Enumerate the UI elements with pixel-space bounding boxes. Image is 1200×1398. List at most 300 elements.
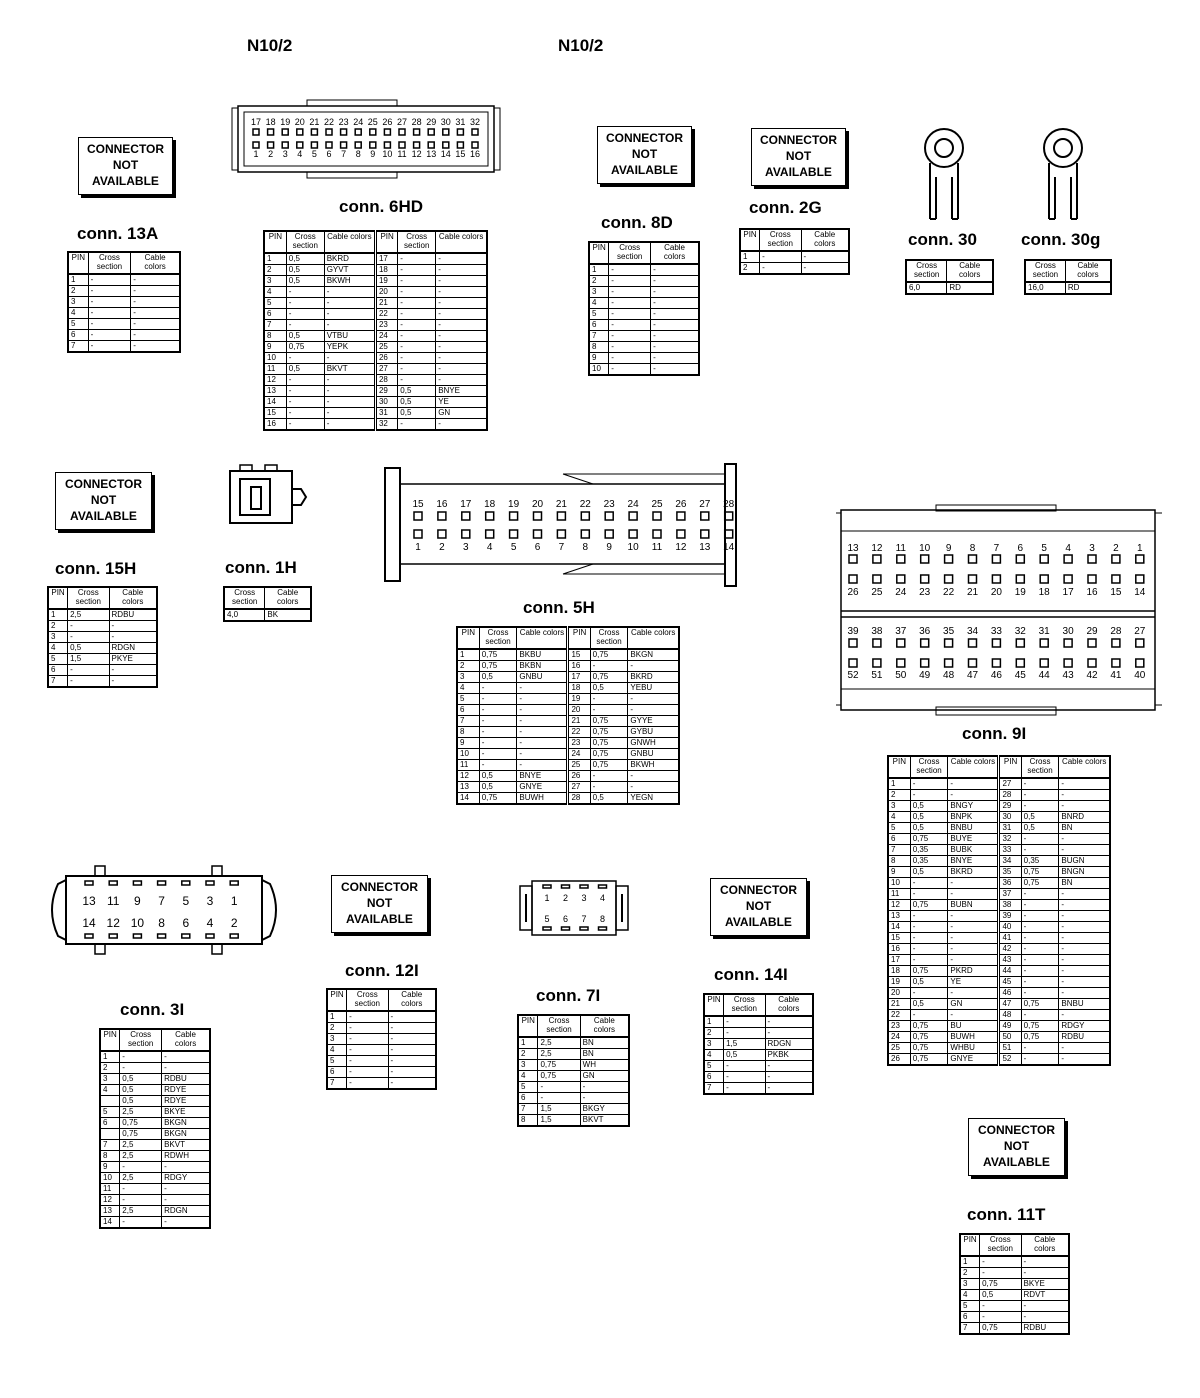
- pin-label: 16: [469, 149, 481, 159]
- pin-label: 6: [534, 542, 541, 553]
- table-cell: 0,5: [68, 643, 109, 654]
- table-cell: -: [910, 922, 948, 933]
- table-cell: -: [724, 1083, 765, 1095]
- table-cell: 1,5: [538, 1115, 580, 1127]
- table-cell: 2: [518, 1049, 538, 1060]
- table-cell: 1: [589, 264, 609, 276]
- table-cell: 4: [48, 643, 68, 654]
- table-cell: -: [388, 1034, 436, 1045]
- table-row: [100, 1051, 210, 1063]
- table-cell: -: [398, 276, 436, 287]
- column-header: Cross section: [88, 252, 131, 274]
- table-cell: -: [724, 1072, 765, 1083]
- table-cell: 0,5: [398, 386, 436, 397]
- table-cell: -: [1059, 1010, 1110, 1021]
- table-cell: -: [1021, 801, 1059, 812]
- table-cell: 2,5: [120, 1107, 162, 1118]
- table-cell: -: [1059, 955, 1110, 966]
- table-cell: 2: [48, 621, 68, 632]
- table-cell: 11: [457, 760, 479, 771]
- table-cell: -: [347, 1045, 388, 1056]
- table-cell: 5: [48, 654, 68, 665]
- table-cell: 8: [264, 331, 286, 342]
- table-cell: -: [436, 375, 487, 386]
- column-header: PIN: [264, 231, 286, 253]
- table-cell: 42: [999, 944, 1021, 955]
- pin-socket: [472, 142, 478, 148]
- pin-socket: [969, 639, 977, 647]
- table-cell: 32: [999, 834, 1021, 845]
- table-cell: 16: [264, 419, 286, 431]
- pin-label: 35: [943, 626, 955, 637]
- table-cell: BNYE: [948, 856, 999, 867]
- pin-label: 52: [847, 670, 859, 681]
- table-row: [589, 342, 699, 353]
- pin-socket: [370, 129, 376, 135]
- table-cell: -: [948, 988, 999, 999]
- pin-socket: [510, 530, 518, 538]
- table-cell: -: [388, 1045, 436, 1056]
- table-row: [264, 253, 487, 265]
- column-header: Cross section: [68, 587, 109, 609]
- table-cell: 3: [327, 1034, 347, 1045]
- table-cell: 0,75: [1021, 878, 1059, 889]
- table-cell: -: [765, 1083, 813, 1095]
- pin-label: 6: [1017, 543, 1024, 554]
- pin-slot: [206, 881, 214, 885]
- table-cell: 25: [888, 1043, 910, 1054]
- table-cell: 0,75: [590, 649, 628, 661]
- column-header: Cross section: [347, 989, 388, 1011]
- pin-label: 29: [426, 117, 437, 127]
- table-cell: 4: [68, 308, 88, 319]
- pin-socket: [945, 639, 953, 647]
- pin-socket: [1016, 555, 1024, 563]
- pin-socket: [414, 129, 420, 135]
- pin-label: 4: [297, 149, 303, 159]
- table-cell: -: [517, 683, 568, 694]
- table-cell: 6: [48, 665, 68, 676]
- table-cell: 10: [589, 364, 609, 376]
- table-cell: -: [1021, 1043, 1059, 1054]
- pin-slot: [230, 934, 238, 938]
- connector-not-available-2g: CONNECTOR NOT AVAILABLE: [751, 128, 846, 186]
- table-cell: 32: [375, 419, 397, 431]
- table-cell: 0,5: [980, 1290, 1021, 1301]
- pin-label: 49: [919, 670, 931, 681]
- table-cell: 0,75: [910, 966, 948, 977]
- table-cell: 16: [568, 661, 590, 672]
- table-cell: 23: [888, 1021, 910, 1032]
- table-cell: 22: [888, 1010, 910, 1021]
- table-cell: -: [162, 1051, 210, 1063]
- pin-label: 1: [544, 893, 550, 903]
- pin-label: 44: [1038, 670, 1050, 681]
- pin-label: 25: [871, 587, 883, 598]
- table-cell: 0,35: [910, 845, 948, 856]
- table-cell: -: [980, 1268, 1021, 1279]
- table-row: [264, 331, 487, 342]
- table-cell: -: [479, 694, 517, 705]
- table-row: [68, 308, 180, 319]
- table-cell: BNRD: [1059, 812, 1110, 823]
- table-cell: -: [1021, 778, 1059, 790]
- pin-label: 8: [969, 543, 976, 554]
- table-cell: -: [910, 988, 948, 999]
- table-cell: GYYE: [628, 716, 679, 727]
- table-cell: RDBU: [162, 1074, 210, 1085]
- column-header: PIN: [888, 756, 910, 778]
- table-cell: 4: [888, 812, 910, 823]
- table-cell: 8: [888, 856, 910, 867]
- table-cell: BNYE: [436, 386, 487, 397]
- table-row: [264, 287, 487, 298]
- column-header: PIN: [100, 1029, 120, 1051]
- table-conn-3i: [99, 1028, 211, 1229]
- pin-socket: [849, 575, 857, 583]
- table-row: [589, 353, 699, 364]
- pin-socket: [921, 639, 929, 647]
- pin-label: 41: [1110, 670, 1122, 681]
- table-row: [518, 1037, 629, 1049]
- pin-socket: [1040, 555, 1048, 563]
- table-cell: -: [436, 265, 487, 276]
- table-cell: -: [590, 694, 628, 705]
- table-cell: 19: [888, 977, 910, 988]
- pin-label: 28: [411, 117, 422, 127]
- table-cell: 0,75: [910, 1043, 948, 1054]
- table-cell: 6,0: [906, 282, 947, 294]
- table-cell: 1: [888, 778, 910, 790]
- pin-socket: [1064, 659, 1072, 667]
- column-header: PIN: [589, 242, 609, 264]
- pin-label: 7: [993, 543, 1000, 554]
- table-cell: 0,75: [479, 649, 517, 661]
- pin-label: 3: [282, 149, 288, 159]
- pin-socket: [1088, 659, 1096, 667]
- pin-label: 9: [370, 149, 376, 159]
- pin-socket: [1112, 639, 1120, 647]
- table-cell: 0,75: [538, 1060, 580, 1071]
- pin-label: 12: [106, 916, 120, 930]
- table-cell: -: [398, 309, 436, 320]
- pin-socket: [897, 555, 905, 563]
- pin-label: 18: [484, 499, 496, 510]
- table-cell: 5: [960, 1301, 980, 1312]
- title-conn-7i: conn. 7I: [536, 986, 601, 1005]
- table-cell: PKRD: [948, 966, 999, 977]
- table-cell: 2: [704, 1028, 724, 1039]
- table-cell: 0,5: [120, 1096, 162, 1107]
- table-cell: 2: [327, 1023, 347, 1034]
- table-row: [960, 1290, 1069, 1301]
- pin-label: 1: [253, 149, 259, 159]
- table-row: [888, 778, 1110, 790]
- table-row: [888, 878, 1110, 889]
- pin-socket: [370, 142, 376, 148]
- pin-socket: [399, 129, 405, 135]
- table-cell: 2,5: [120, 1206, 162, 1217]
- table-cell: 13: [457, 782, 479, 793]
- table-cell: RDYE: [162, 1085, 210, 1096]
- table-cell: BN: [1059, 878, 1110, 889]
- table-cell: -: [324, 353, 375, 364]
- table-cell: 1: [960, 1256, 980, 1268]
- table-cell: BKVT: [580, 1115, 629, 1127]
- pin-socket: [341, 129, 347, 135]
- pin-label: 4: [486, 542, 493, 553]
- table-row: [48, 621, 157, 632]
- pin-label: 45: [1014, 670, 1026, 681]
- pin-label: 24: [895, 587, 907, 598]
- table-row: [888, 988, 1110, 999]
- column-header: Cross section: [724, 994, 765, 1016]
- table-cell: 41: [999, 933, 1021, 944]
- table-row: [888, 1021, 1110, 1032]
- table-cell: 30: [375, 397, 397, 408]
- pin-socket: [462, 512, 470, 520]
- table-cell: 36: [999, 878, 1021, 889]
- pin-slot: [133, 881, 141, 885]
- table-cell: 12: [457, 771, 479, 782]
- connector-30g-lug-drawing: [1041, 127, 1087, 223]
- table-row: [48, 632, 157, 643]
- table-cell: RDGN: [162, 1206, 210, 1217]
- pin-socket: [969, 575, 977, 583]
- pin-label: 31: [455, 117, 466, 127]
- table-cell: 30: [999, 812, 1021, 823]
- table-cell: 0,75: [1021, 1032, 1059, 1043]
- pin-label: 9: [945, 543, 952, 554]
- table-cell: -: [948, 944, 999, 955]
- pin-slot: [562, 927, 570, 930]
- table-cell: 0,5: [479, 771, 517, 782]
- pin-socket: [438, 512, 446, 520]
- pin-label: 3: [581, 893, 587, 903]
- pin-label: 11: [397, 149, 407, 159]
- pin-socket: [341, 142, 347, 148]
- pin-slot: [109, 934, 117, 938]
- table-cell: 24: [888, 1032, 910, 1043]
- table-cell: -: [517, 749, 568, 760]
- table-cell: -: [948, 889, 999, 900]
- table-row: [457, 705, 679, 716]
- table-cell: -: [948, 911, 999, 922]
- table-row: [888, 900, 1110, 911]
- table-cell: -: [347, 1023, 388, 1034]
- table-cell: -: [436, 353, 487, 364]
- column-header: PIN: [457, 627, 479, 649]
- table-cell: BKGN: [628, 649, 679, 661]
- pin-socket: [1040, 659, 1048, 667]
- connector-not-available-14i: CONNECTOR NOT AVAILABLE: [710, 878, 807, 936]
- pin-label: 40: [1134, 670, 1146, 681]
- table-cell: 2,5: [120, 1173, 162, 1184]
- table-cell: -: [436, 320, 487, 331]
- table-cell: -: [1021, 1312, 1069, 1323]
- table-row: [327, 1078, 436, 1090]
- pin-label: 27: [699, 499, 711, 510]
- table-cell: 0,5: [286, 364, 324, 375]
- table-cell: -: [120, 1162, 162, 1173]
- table-cell: BKRD: [324, 253, 375, 265]
- header-n10-2-left: N10/2: [247, 36, 293, 55]
- table-cell: 0,75: [479, 661, 517, 672]
- table-cell: 14: [888, 922, 910, 933]
- table-cell: 7: [457, 716, 479, 727]
- table-cell: -: [1059, 900, 1110, 911]
- pin-label: 10: [919, 543, 931, 554]
- table-cell: -: [436, 364, 487, 375]
- table-cell: -: [609, 320, 651, 331]
- pin-socket: [443, 142, 449, 148]
- table-row: [518, 1049, 629, 1060]
- table-cell: 9: [888, 867, 910, 878]
- table-cell: -: [1059, 922, 1110, 933]
- pin-label: 42: [1086, 670, 1098, 681]
- table-cell: 29: [999, 801, 1021, 812]
- table-cell: -: [517, 738, 568, 749]
- table-cell: 0,5: [1021, 812, 1059, 823]
- pin-socket: [428, 142, 434, 148]
- table-cell: 47: [999, 999, 1021, 1010]
- table-cell: -: [479, 738, 517, 749]
- pin-label: 48: [943, 670, 955, 681]
- table-cell: 34: [999, 856, 1021, 867]
- table-cell: 10: [264, 353, 286, 364]
- table-cell: -: [1059, 977, 1110, 988]
- table-cell: -: [398, 253, 436, 265]
- table-cell: 17: [568, 672, 590, 683]
- pin-label: 27: [1134, 626, 1146, 637]
- pin-socket: [1112, 575, 1120, 583]
- table-cell: -: [68, 632, 109, 643]
- table-cell: -: [1021, 988, 1059, 999]
- table-cell: -: [479, 749, 517, 760]
- table-cell: 8: [589, 342, 609, 353]
- table-cell: -: [1059, 1043, 1110, 1054]
- title-conn-5h: conn. 5H: [523, 598, 595, 617]
- table-row: [704, 1050, 813, 1061]
- table-cell: -: [131, 286, 180, 297]
- table-cell: -: [1021, 1054, 1059, 1066]
- pin-label: 12: [871, 543, 883, 554]
- pin-label: 10: [627, 542, 639, 553]
- column-header: Cable colors: [436, 231, 487, 253]
- column-header: Cross section: [398, 231, 436, 253]
- table-cell: 0,5: [120, 1074, 162, 1085]
- table-cell: GNWH: [628, 738, 679, 749]
- table-conn-9i: [887, 755, 1111, 1066]
- table-cell: 16,0: [1025, 282, 1065, 294]
- pin-label: 30: [1062, 626, 1074, 637]
- connector-not-available-12i: CONNECTOR NOT AVAILABLE: [331, 875, 428, 933]
- pin-slot: [599, 885, 607, 888]
- pin-label: 9: [134, 894, 141, 908]
- table-cell: 27: [375, 364, 397, 375]
- table-cell: -: [609, 264, 651, 276]
- pin-slot: [230, 881, 238, 885]
- table-cell: 2,5: [538, 1037, 580, 1049]
- column-header: Cable colors: [801, 229, 849, 251]
- table-row: [704, 1072, 813, 1083]
- column-header: Cable colors: [1059, 756, 1110, 778]
- table-row: [457, 782, 679, 793]
- table-cell: 21: [568, 716, 590, 727]
- table-cell: -: [628, 771, 679, 782]
- table-cell: -: [910, 790, 948, 801]
- table-cell: 44: [999, 966, 1021, 977]
- table-row: [518, 1071, 629, 1082]
- pin-socket: [399, 142, 405, 148]
- table-row: [888, 1032, 1110, 1043]
- table-cell: -: [479, 683, 517, 694]
- table-row: [264, 419, 487, 431]
- pin-label: 9: [606, 542, 612, 553]
- pin-label: 1: [1137, 543, 1143, 554]
- table-conn-5h: [456, 626, 680, 805]
- pin-label: 33: [990, 626, 1002, 637]
- table-conn-7i: [517, 1014, 630, 1127]
- pin-label: 18: [265, 117, 276, 127]
- pin-label: 28: [723, 499, 735, 510]
- column-header: Cross section: [538, 1015, 580, 1037]
- table-cell: -: [1059, 988, 1110, 999]
- table-row: [518, 1060, 629, 1071]
- table-cell: 24: [568, 749, 590, 760]
- table-cell: 8: [100, 1151, 120, 1162]
- table-row: [48, 643, 157, 654]
- pin-label: 5: [311, 149, 317, 159]
- title-conn-1h: conn. 1H: [225, 558, 297, 577]
- table-cell: -: [1021, 933, 1059, 944]
- table-cell: -: [801, 251, 849, 263]
- table-cell: 26: [568, 771, 590, 782]
- pin-socket: [1016, 659, 1024, 667]
- table-cell: -: [388, 1011, 436, 1023]
- pin-label: 4: [206, 916, 214, 930]
- table-cell: -: [286, 353, 324, 364]
- table-cell: 8: [457, 727, 479, 738]
- table-cell: -: [948, 1010, 999, 1021]
- table-row: [906, 282, 993, 294]
- table-cell: 7: [264, 320, 286, 331]
- pin-label: 31: [1038, 626, 1050, 637]
- pin-label: 10: [382, 149, 393, 159]
- pin-socket: [510, 512, 518, 520]
- column-header: PIN: [375, 231, 397, 253]
- table-cell: 0,75: [980, 1279, 1021, 1290]
- table-cell: -: [436, 287, 487, 298]
- table-cell: -: [517, 727, 568, 738]
- pin-label: 5: [544, 914, 550, 924]
- column-header: Cross section: [609, 242, 651, 264]
- column-header: Cross section: [1025, 260, 1065, 282]
- table-cell: 10: [457, 749, 479, 760]
- table-row: [589, 298, 699, 309]
- table-cell: 3: [960, 1279, 980, 1290]
- pin-socket: [992, 555, 1000, 563]
- table-cell: -: [910, 1010, 948, 1021]
- column-header: Cable colors: [131, 252, 180, 274]
- table-cell: -: [910, 778, 948, 790]
- table-row: [264, 320, 487, 331]
- pin-socket: [486, 530, 494, 538]
- table-row: [1025, 282, 1111, 294]
- table-cell: -: [628, 705, 679, 716]
- table-cell: -: [628, 782, 679, 793]
- pin-label: 19: [1014, 587, 1026, 598]
